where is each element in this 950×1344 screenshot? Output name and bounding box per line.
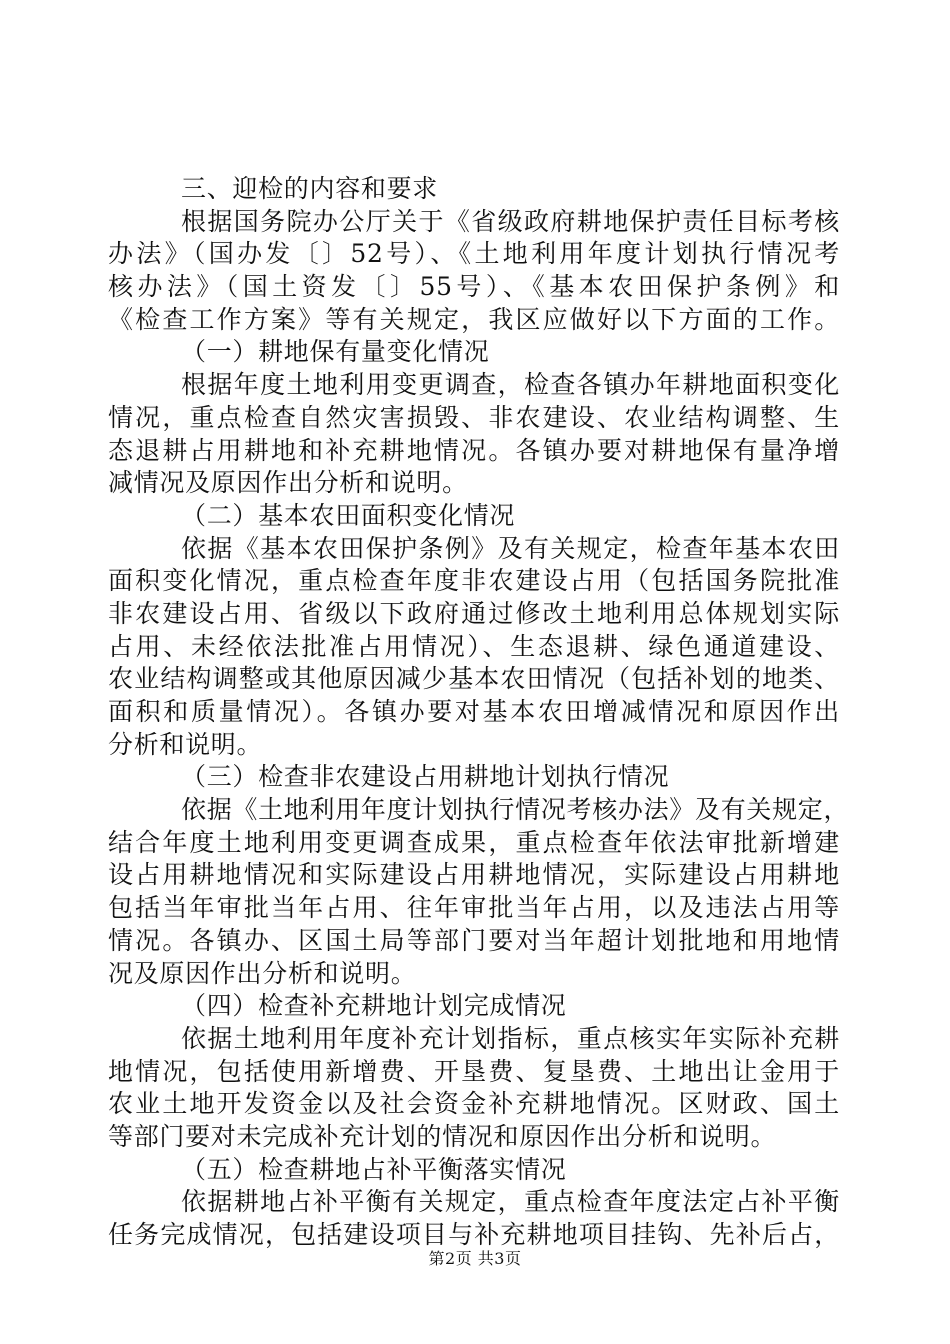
subsection-heading: （三）检查非农建设占用耕地计划执行情况 (181, 762, 670, 792)
paragraph-line: 面积和质量情况）。各镇办要对基本农田增减情况和原因作出 (108, 697, 840, 726)
paragraph-line: 任务完成情况，包括建设项目与补充耕地项目挂钩、先补后占， (108, 1220, 840, 1249)
subsection-heading: （五）检查耕地占补平衡落实情况 (181, 1154, 567, 1184)
paragraph-line: 减情况及原因作出分析和说明。 (108, 468, 468, 498)
subsection-heading: （四）检查补充耕地计划完成情况 (181, 991, 567, 1021)
paragraph-line: 等部门要对未完成补充计划的情况和原因作出分析和说明。 (108, 1121, 777, 1151)
paragraph-line: 根据国务院办公厅关于《省级政府耕地保护责任目标考核 (181, 206, 840, 236)
paragraph-line: 依据《基本农田保护条例》及有关规定，检查年基本农田 (181, 533, 840, 563)
paragraph-line: 结合年度土地利用变更调查成果，重点检查年依法审批新增建 (108, 827, 840, 857)
paragraph-line: 非农建设占用、省级以下政府通过修改土地利用总体规划实际 (108, 598, 840, 628)
paragraph-line: 态退耕占用耕地和补充耕地情况。各镇办要对耕地保有量净增 (108, 435, 840, 465)
paragraph-line: 况及原因作出分析和说明。 (108, 958, 417, 988)
paragraph-line: 《检查工作方案》等有关规定，我区应做好以下方面的工作。 (108, 304, 840, 334)
paragraph-line: 情况。各镇办、区国土局等部门要对当年超计划批地和用地情 (108, 925, 840, 955)
paragraph-line: 依据《土地利用年度计划执行情况考核办法》及有关规定， (181, 795, 850, 825)
section-heading: 三、迎检的内容和要求 (181, 174, 439, 203)
subsection-heading: （二）基本农田面积变化情况 (181, 500, 516, 530)
paragraph-line: 核办法》（国土资发〔〕55号）、《基本农田保护条例》和 (108, 272, 840, 302)
paragraph-line: 情况，重点检查自然灾害损毁、非农建设、农业结构调整、生 (108, 402, 840, 432)
paragraph-line: 办法》（国办发〔〕52号）、《土地利用年度计划执行情况考 (108, 239, 840, 269)
subsection-heading: （一）耕地保有量变化情况 (181, 337, 490, 367)
paragraph-line: 地情况，包括使用新增费、开垦费、复垦费、土地出让金用于 (108, 1056, 840, 1086)
paragraph-line: 占用、未经依法批准占用情况）、生态退耕、绿色通道建设、 (108, 631, 840, 661)
paragraph-line: 面积变化情况，重点检查年度非农建设占用（包括国务院批准 (108, 566, 840, 596)
paragraph-line: 依据土地利用年度补充计划指标，重点核实年实际补充耕 (181, 1023, 840, 1053)
paragraph-line: 包括当年审批当年占用、往年审批当年占用，以及违法占用等 (108, 893, 840, 923)
page-number-footer: 第2页 共3页 (428, 1249, 522, 1268)
document-body (108, 173, 850, 1252)
paragraph-line: 依据耕地占补平衡有关规定，重点检查年度法定占补平衡 (181, 1187, 840, 1217)
paragraph-line: 农业土地开发资金以及社会资金补充耕地情况。区财政、国土 (108, 1089, 840, 1119)
paragraph-line: 根据年度土地利用变更调查，检查各镇办年耕地面积变化 (181, 370, 840, 400)
paragraph-line: 分析和说明。 (108, 729, 263, 759)
paragraph-line: 设占用耕地情况和实际建设占用耕地情况，实际建设占用耕地 (108, 860, 840, 890)
paragraph-line: 农业结构调整或其他原因减少基本农田情况（包括补划的地类、 (108, 664, 840, 694)
